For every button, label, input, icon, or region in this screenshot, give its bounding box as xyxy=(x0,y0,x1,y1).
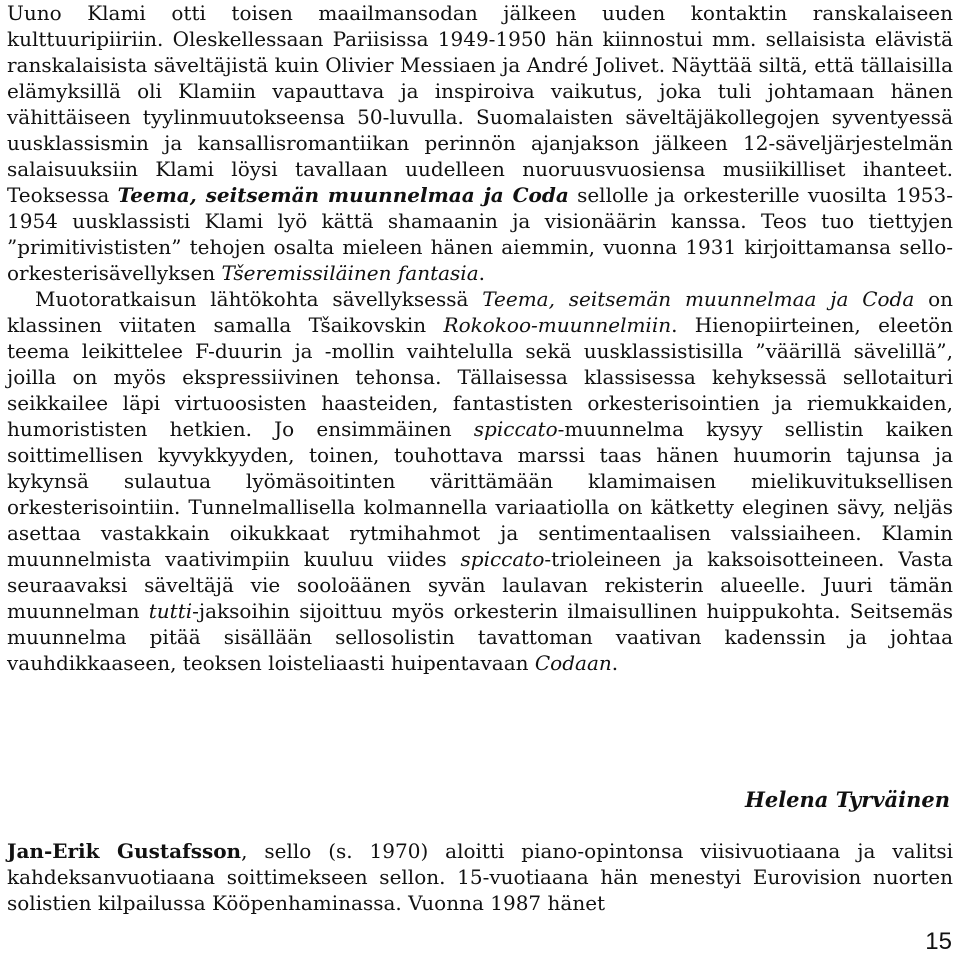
work-title-bold: Teema, seitsemän muunnelmaa ja Coda xyxy=(117,183,569,207)
performer-bio xyxy=(7,838,953,916)
tutti-term: tutti xyxy=(148,599,193,623)
work-title-italic: Teema, seitsemän muunnelmaa ja Coda xyxy=(482,287,915,311)
bio-paragraph xyxy=(7,838,953,916)
paragraph-2-text-b: on klassinen viitaten samalla Tšaikovskin xyxy=(7,287,954,337)
spiccato-term-1: spiccato xyxy=(473,417,558,441)
paragraph-2-text-c: . Hienopiirteinen, eleetön teema leikittelee F-duurin ja -mollin vaihtelulla sekä uusklassistisilla ”väärillä sävelillä”, joilla on myös ekspressiivinen tehonsa. Tällaisessa klassisessa kehyksessä sellotaituri seikkailee läpi virtuoosisten haasteiden, fantastisten orkesterisointien ja riemukkaiden, humorististen hetkien. Jo ensimmäinen xyxy=(7,313,953,441)
paragraph-1-text-c: . xyxy=(478,261,485,285)
codaan-term: Codaan xyxy=(534,651,612,675)
fantasia-title: Tšeremissiläinen fantasia xyxy=(221,261,479,285)
paragraph-1-text-b: sellolle ja orkesterille vuosilta 1953-1954 uusklassisti Klami lyö kättä shamaanin ja visionäärin kanssa. Teos tuo tiettyjen ”primitivististen” tehojen osalta mieleen hänen aiemmin, vuonna 1931 kirjoittamansa sello-orkesterisävellyksen xyxy=(7,183,953,285)
article-body xyxy=(7,0,953,676)
bio-text: , sello (s. 1970) aloitti piano-opintonsa viisivuotiaana ja valitsi kahdeksanvuotiaana soittimekseen sellon. 15-vuotiaana hän menestyi Eurovision nuorten solistien kilpailussa Kööpenhaminassa. Vuonna 1987 hänet xyxy=(7,839,953,915)
page-number: 15 xyxy=(925,928,952,955)
spiccato-term-2: spiccato xyxy=(460,547,545,571)
rokokoo-title: Rokokoo-muunnelmiin xyxy=(443,313,672,337)
performer-name: Jan-Erik Gustafsson xyxy=(7,839,242,863)
paragraph-2-text-a: Muotoratkaisun lähtökohta sävellyksessä xyxy=(35,287,483,311)
paragraph-1-text-a: Uuno Klami otti toisen maailmansodan jälkeen uuden kontaktin ranskalaiseen kulttuuripiiriin. Oleskellessaan Pariisissa 1949-1950 hän kiinnostui mm. sellaisista elävistä ranskalaisista säveltäjistä kuin Olivier Messiaen ja André Jolivet. Näyttää siltä, että tällaisilla elämyksillä oli Klamiin vapauttava ja inspiroiva vaikutus, joka tuli johtamaan hänen vähittäiseen tyylinmuutokseensa 50-luvulla. Suomalaisten säveltäjäkollegojen syventyessä uusklassismin ja kansallisromantiikan perinnön ajanjakson jälkeen 12-säveljärjestelmän salaisuuksiin Klami löysi tavallaan uudelleen nuoruusvuosiensa musiikilliset ihanteet. Teoksessa xyxy=(7,1,953,207)
paragraph-2-text-d: -muunnelma kysyy sellistin kaiken soittimellisen kyvykkyyden, toinen, touhottava marssi taas hänen huumorin tajunsa ja kykynsä sulautua lyömäsoitinten värittämään klamimaisen mielikuvituksellisen orkesterisointiin. Tunnelmallisella kolmannella variaatiolla on kätketty eleginen sävy, neljäs asettaa vastakkain oikukkaat rytmihahmot ja sentimentaalisen valssiaiheen. Klamin muunnelmista vaativimpiin kuuluu viides xyxy=(7,417,953,571)
paragraph-2-text-f: -jaksoihin sijoittuu myös orkesterin ilmaisullinen huippukohta. Seitsemäs muunnelma pitää sisällään sellosolistin tavattoman vaativan kadenssin ja johtaa vauhdikkaaseen, teoksen loisteliaasti huipentavaan xyxy=(7,599,953,675)
author-signature: Helena Tyrväinen xyxy=(745,787,950,812)
paragraph-2-text-e: -trioleineen ja kaksoisotteineen. Vasta seuraavaksi säveltäjä vie sooloäänen syvän laulavan rekisterin alueelle. Juuri tämän muunnelman xyxy=(7,547,953,623)
paragraph-2 xyxy=(7,286,953,676)
paragraph-2-text-g: . xyxy=(611,651,619,675)
paragraph-1 xyxy=(7,0,953,286)
